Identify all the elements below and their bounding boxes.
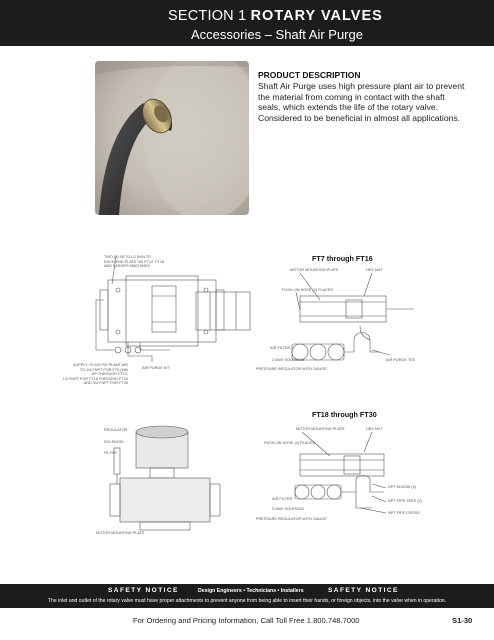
shaft-air-purge-photo: [95, 61, 249, 215]
safety-notice-right: SAFETY NOTICE: [328, 587, 399, 594]
label-motor-plate-2: MOTOR MOUNTING PLATE: [296, 427, 345, 431]
product-description-heading: PRODUCT DESCRIPTION: [258, 70, 361, 80]
safety-notice-text: The inlet and outlet of the rotary valve must have proper attachments to prevent anyone from being able to insert their hands, or foreign objects, into the valve when in operation.: [47, 598, 447, 604]
label-tee: NPT PIPE TEES (2): [388, 499, 422, 503]
label-purge-kit: AIR PURGE KIT: [142, 366, 170, 370]
label-solenoid-2: SOLENOID: [104, 440, 124, 444]
valve-body-2: [120, 478, 210, 522]
label-two-ells: TWO (2) 45° ELLS RUN TO EACH END PLATE ON FT12, FT16 AND LARGER MACHINES: [104, 255, 165, 269]
safety-audience: Design Engineers • Technicians • Installers: [198, 588, 304, 594]
label-air-filter-2: AIR FILTER: [272, 497, 293, 501]
section-subtitle: Accessories – Shaft Air Purge: [191, 27, 363, 42]
label-push-hose-2: PUSH-ON HOSE (4) PLACES: [264, 441, 316, 445]
label-regulator: PRESSURE REGULATOR WITH GAUGE: [256, 367, 327, 371]
label-regulator2-2: PRESSURE REGULATOR WITH GAUGE: [256, 517, 327, 521]
motor-2: [136, 432, 188, 468]
label-regulator-2: REGULATOR: [104, 428, 128, 432]
label-filter-2: FILTER: [104, 451, 117, 455]
label-elbow: NPT ELBOW (4): [388, 485, 416, 489]
product-description-text: Shaft Air Purge uses high pressure plant air to prevent the material from coming in contact with the shaft seals, which extends the life of the rotary valve. Considered to be beneficial in almost all applications.: [258, 81, 465, 123]
label-solenoid: 2-WAY SOLENOID: [272, 358, 305, 362]
label-hex-nut: HEX NUT: [366, 268, 383, 272]
label-purge-tee: AIR PURGE TEE: [386, 358, 416, 362]
label-supply: SUPPLY 70-125 PSI PLANT AIR TO 1/4 FNPT FOR FT6 (M8) UP THROUGH FT12, 1/2 FNPT FOR FT16 THROUGH FT24 AND 3/4 FNPT FOR FT30: [62, 363, 128, 386]
label-cross: NPT PIPE CROSS: [388, 511, 420, 515]
section-title: SECTION 1 ROTARY VALVES: [168, 8, 383, 24]
label-air-filter: AIR FILTER: [270, 346, 291, 350]
label-hex-nut-2: HEX NUT: [366, 427, 383, 431]
label-motor-plate2-2: MOTOR MOUNTING PLATE: [96, 531, 145, 535]
safety-notice-left: SAFETY NOTICE: [108, 587, 179, 594]
label-solenoid2-2: 2-WAY SOLENOID: [272, 507, 305, 511]
motor: [196, 292, 250, 330]
page-number: S1-30: [452, 616, 473, 625]
diagram2-title: FT18 through FT30: [312, 410, 377, 419]
label-push-hose: PUSH-ON HOSE (2) PLACES: [282, 288, 334, 292]
valve-body: [108, 280, 216, 342]
diagram1-title: FT7 through FT16: [312, 254, 373, 263]
ordering-info: For Ordering and Pricing Information, Call Toll Free 1.800.748.7000: [133, 616, 360, 625]
label-motor-plate: MOTOR MOUNTING PLATE: [290, 268, 339, 272]
